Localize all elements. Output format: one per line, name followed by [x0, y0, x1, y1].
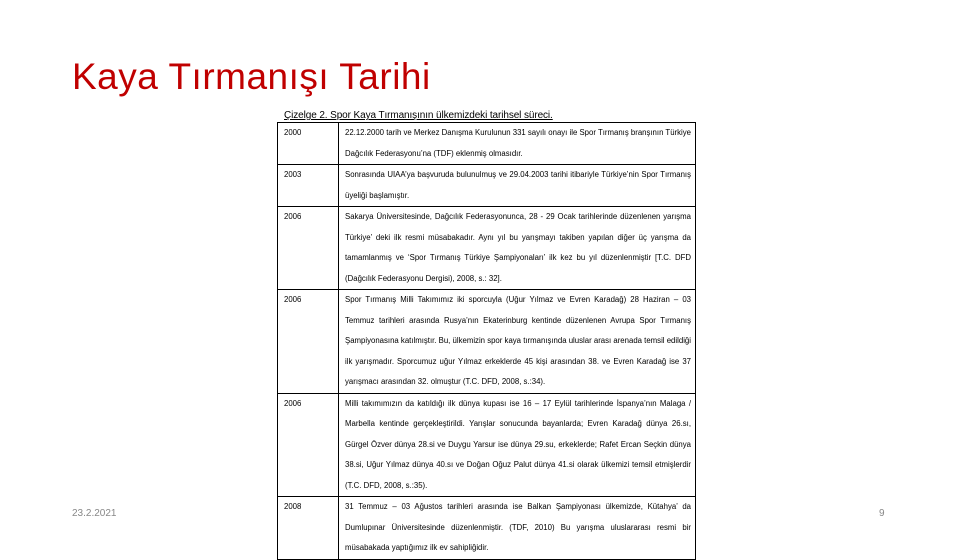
description-cell: Sakarya Üniversitesinde, Dağcılık Federasyonunca, 28 - 29 Ocak tarihlerinde düzenlenen yarışma Türkiye’ deki ilk resmi müsabakadır. Aynı yıl bu yarışmayı takiben yapılan diğer üç yarışma da tamamlanmış ve ‘Spor Tırmanış Türkiye Şampiyonaları’ ilk kez bu yıl düzenlenmiştir [T.C. DFD (Dağcılık Federasyonu Dergisi), 2008, s.: 32]. [339, 207, 696, 290]
description-cell: Milli takımımızın da katıldığı ilk dünya kupası ise 16 – 17 Eylül tarihlerinde İspanya’nın Malaga / Marbella kentinde gerçekleştirildi. Yarışlar sonucunda bayanlarda; Evren Karadağ dünya 26.sı, Gürgel Özver dünya 28.si ve Duygu Yarsur ise dünya 29.su, erkeklerde; Rafet Ercan Seçkin dünya 38.si, Uğur Yılmaz dünya 40.sı ve Doğan Oğuz Palut dünya 41.si olarak ülkemizi temsil etmişlerdir (T.C. DFD, 2008, s.:35). [339, 393, 696, 497]
slide-title: Kaya Tırmanışı Tarihi [72, 56, 431, 97]
year-cell: 2000 [278, 123, 339, 165]
year-cell: 2006 [278, 393, 339, 497]
table-row [278, 290, 696, 394]
description-cell: Sonrasında UIAA’ya başvuruda bulunulmuş ve 29.04.2003 tarihi itibariyle Türkiye’nin Spor Tırmanış üyeliği başlamıştır. [339, 165, 696, 207]
description-cell: 31 Temmuz – 03 Ağustos tarihleri arasında ise Balkan Şampiyonası ülkemizde, Kütahya’ da Dumlupınar Üniversitesinde düzenlenmiştir. (TDF, 2010) Bu yarışma uluslararası resmi bir müsabakada yaptığımız ilk ev sahipliğidir. [339, 497, 696, 560]
table-row [278, 393, 696, 497]
year-cell: 2006 [278, 290, 339, 394]
footer-date: 23.2.2021 [72, 508, 117, 519]
year-cell: 2003 [278, 165, 339, 207]
description-cell: 22.12.2000 tarih ve Merkez Danışma Kurulunun 331 sayılı onayı ile Spor Tırmanış branşının Türkiye Dağcılık Federasyonu’na (TDF) eklenmiş olmasıdır. [339, 123, 696, 165]
history-table-container [277, 122, 696, 560]
table-row [278, 207, 696, 290]
table-row [278, 123, 696, 165]
table-caption: Çizelge 2. Spor Kaya Tırmanışının ülkemizdeki tarihsel süreci. [284, 110, 553, 121]
description-cell: Spor Tırmanış Milli Takımımız iki sporcuyla (Uğur Yılmaz ve Evren Karadağ) 28 Haziran – 03 Temmuz tarihleri arasında Rusya’nın Ekaterinburg kentinde düzenlenen Avrupa Spor Tırmanış Şampiyonasına katılmıştır. Bu, ülkemizin spor kaya tırmanışında uluslar arası arenada temsil edildiği ilk yarışmadır. Sporcumuz uğur Yılmaz erkeklerde 45 kişi arasından 38. ve Evren Karadağ ise 37 yarışmacı arasından 32. olmuştur (T.C. DFD, 2008, s.:34). [339, 290, 696, 394]
year-cell: 2008 [278, 497, 339, 560]
year-cell: 2006 [278, 207, 339, 290]
history-table [277, 122, 696, 560]
table-row [278, 165, 696, 207]
page-number: 9 [879, 508, 885, 519]
table-row [278, 497, 696, 560]
